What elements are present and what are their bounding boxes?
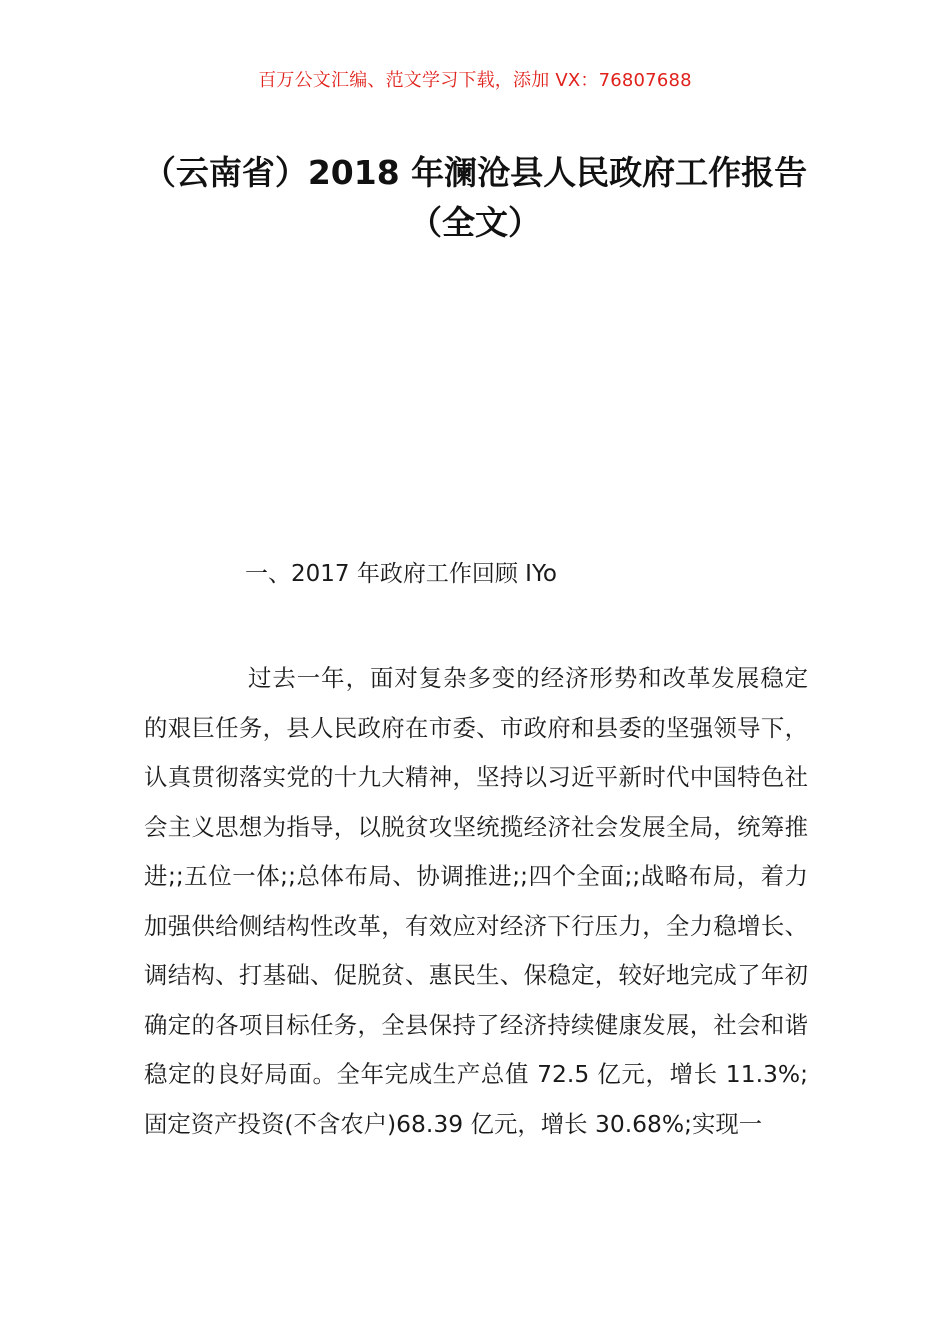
section-heading: 一、2017 年政府工作回顾 IYo (245, 561, 558, 587)
header-banner: 百万公文汇编、范文学习下载，添加 VX：76807688 (258, 70, 692, 91)
document-title: （云南省）2018 年澜沧县人民政府工作报告（全文） (142, 153, 808, 242)
body-paragraph: 过去一年，面对复杂多变的经济形势和改革发展稳定的艰巨任务，县人民政府在市委、市政府和县委的坚强领导下，认真贯彻落实党的十九大精神，坚持以习近平新时代中国特色社会主义思想为指导，以脱贫攻坚统揽经济社会发展全局，统筹推进;;五位一体;;总体布局、协调推进;;四个全面;;战略布局，着力加强供给侧结构性改革，有效应对经济下行压力，全力稳增长、调结构、打基础、促脱贫、惠民生、保稳定，较好地完成了年初确定的各项目标任务，全县保持了经济持续健康发展，社会和谐稳定的良好局面。全年完成生产总值 72.5 亿元，增长 11.3%;固定资产投资(不含农户)68.39 亿元，增长 30.68%;实现一 (144, 664, 808, 1138)
